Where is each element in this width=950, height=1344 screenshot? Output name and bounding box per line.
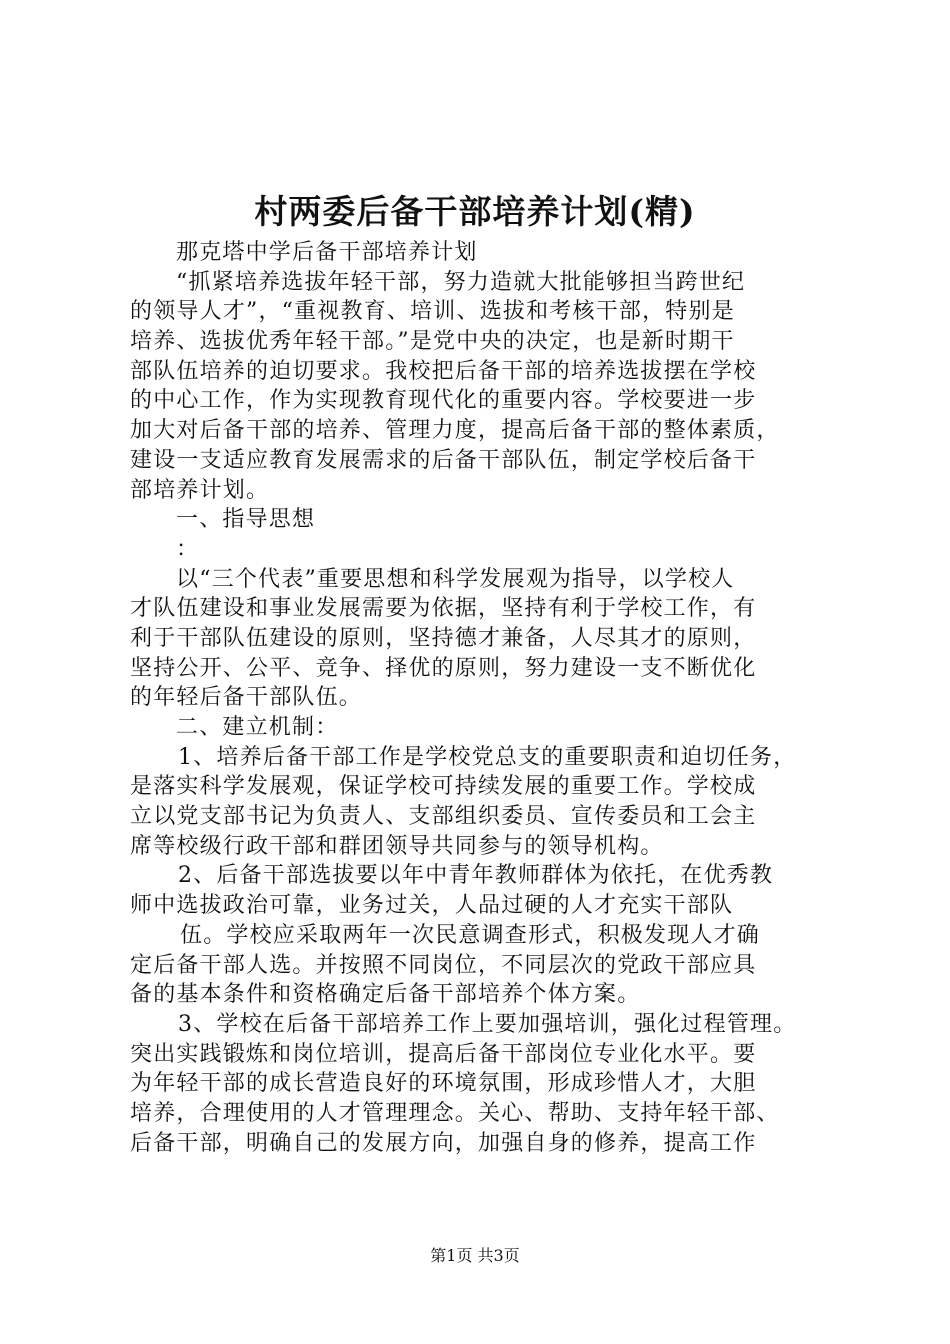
body-line: 部队伍培养的迫切要求。我校把后备干部的培养选拔摆在学校: [130, 358, 757, 384]
body-line: 席等校级行政干部和群团领导共同参与的领导机构。: [130, 833, 664, 859]
body-line: 伍。学校应采取两年一次民意调查形式，积极发现人才确: [180, 922, 761, 948]
page-number-footer: 第1页 共3页: [430, 1246, 520, 1265]
section-heading: 一、指导思想: [176, 507, 316, 533]
body-line: 2、后备干部选拔要以年中青年教师群体为依托，在优秀教: [178, 863, 774, 889]
body-line: 的中心工作，作为实现教育现代化的重要内容。学校要进一步: [130, 388, 757, 414]
body-line: 立以党支部书记为负责人、支部组织委员、宣传委员和工会主: [130, 804, 757, 830]
body-line: 部培养计划。: [130, 477, 270, 503]
body-line: 加大对后备干部的培养、管理力度，提高后备干部的整体素质，: [130, 418, 780, 444]
body-line: 那克塔中学后备干部培养计划: [176, 240, 478, 265]
body-line: “抓紧培养选拔年轻干部，努力造就大批能够担当跨世纪: [176, 269, 746, 295]
document-body: [130, 238, 850, 1158]
body-line: 才队伍建设和事业发展需要为依据，坚持有利于学校工作，有: [130, 596, 757, 622]
body-line: 定后备干部人选。并按照不同岗位，不同层次的党政干部应具: [130, 952, 757, 978]
body-line: 的年轻后备干部队伍。: [130, 685, 363, 711]
body-line: 建设一支适应教育发展需求的后备干部队伍，制定学校后备干: [130, 447, 757, 473]
body-line: 师中选拔政治可靠，业务过关，人品过硬的人才充实干部队: [130, 893, 734, 919]
body-line: 为年轻干部的成长营造良好的环境氛围，形成珍惜人才，大胆: [130, 1071, 757, 1097]
body-line: 备的基本条件和资格确定后备干部培养个体方案。: [130, 982, 641, 1008]
body-line: 的领导人才”，“重视教育、培训、选拔和考核干部，特别是: [130, 299, 735, 325]
body-line: 是落实科学发展观，保证学校可持续发展的重要工作。学校成: [130, 774, 757, 800]
body-line: 后备干部，明确自己的发展方向，加强自身的修养，提高工作: [130, 1130, 757, 1156]
body-line: 培养，合理使用的人才管理理念。关心、帮助、支持年轻干部、: [130, 1100, 780, 1126]
body-line: 突出实践锻炼和岗位培训，提高后备干部岗位专业化水平。要: [130, 1041, 757, 1067]
section-heading: 二、建立机制：: [176, 715, 339, 740]
body-line: ：: [176, 536, 200, 562]
body-line: 利于干部队伍建设的原则，坚持德才兼备，人尽其才的原则，: [130, 625, 757, 651]
body-line: 坚持公开、公平、竞争、择优的原则，努力建设一支不断优化: [130, 655, 757, 681]
body-line: 1、培养后备干部工作是学校党总支的重要职责和迫切任务，: [178, 744, 797, 770]
body-line: 以“三个代表”重要思想和科学发展观为指导，以学校人: [176, 566, 735, 592]
body-line: 3、学校在后备干部培养工作上要加强培训，强化过程管理。: [178, 1011, 797, 1037]
body-line: 培养、选拔优秀年轻干部。”是党中央的决定，也是新时期干: [130, 329, 735, 355]
document-title: 村两委后备干部培养计划(精): [254, 192, 696, 231]
